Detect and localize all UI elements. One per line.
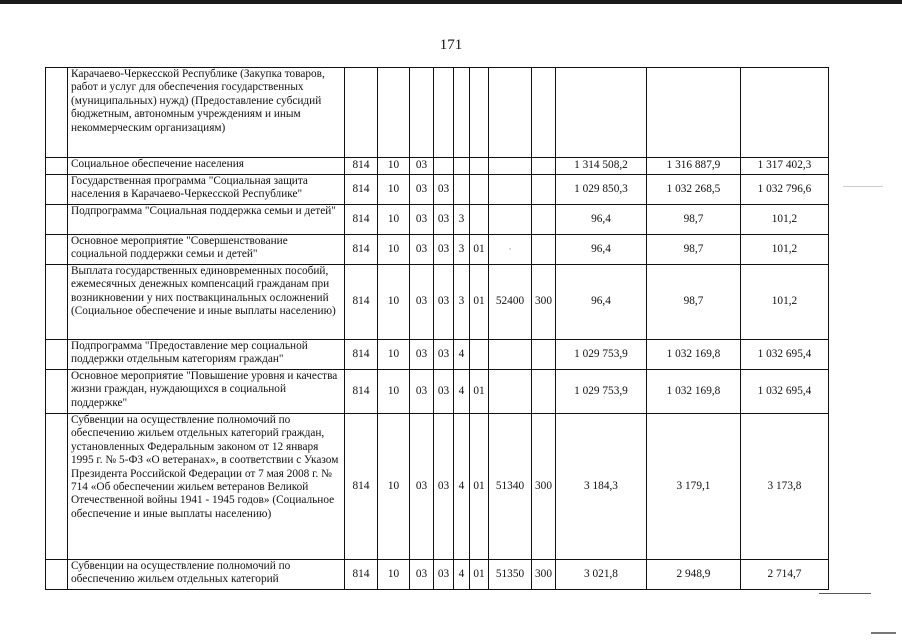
code-cell	[532, 370, 556, 414]
scan-mark-bottom	[871, 632, 896, 634]
code-cell: 10	[378, 340, 410, 370]
amount-cell: 1 314 508,2	[556, 158, 647, 175]
code-cell: 51340	[489, 414, 532, 560]
amount-cell: 1 032 695,4	[741, 370, 829, 414]
table-row	[46, 414, 829, 560]
code-cell: 4	[454, 414, 470, 560]
code-cell	[489, 175, 532, 205]
code-cell: ·	[489, 235, 532, 265]
table-row	[46, 68, 829, 158]
code-cell	[470, 175, 489, 205]
table-row	[46, 370, 829, 414]
code-cell: 814	[345, 340, 378, 370]
table-row	[46, 265, 829, 340]
amount-cell: 1 317 402,3	[741, 158, 829, 175]
amount-cell: 101,2	[741, 205, 829, 235]
code-cell	[345, 68, 378, 158]
code-cell	[532, 235, 556, 265]
code-cell: 03	[434, 235, 454, 265]
row-name: Социальное обеспечение населения	[68, 158, 345, 175]
code-cell: 4	[454, 370, 470, 414]
code-cell: 03	[410, 205, 434, 235]
code-cell	[454, 175, 470, 205]
amount-cell: 101,2	[741, 265, 829, 340]
code-cell: 300	[532, 265, 556, 340]
row-name: Государственная программа "Социальная защита населения в Карачаево-Черкесской Республике"	[68, 175, 345, 205]
row-margin-cell	[46, 560, 68, 590]
code-cell: 4	[454, 560, 470, 590]
code-cell: 03	[434, 340, 454, 370]
code-cell: 51350	[489, 560, 532, 590]
amount-cell: 98,7	[647, 205, 741, 235]
code-cell	[470, 68, 489, 158]
code-cell	[454, 158, 470, 175]
code-cell	[532, 175, 556, 205]
row-name: Субвенции на осуществление полномочий по обеспечению жильем отдельных категорий	[68, 560, 345, 590]
row-margin-cell	[46, 175, 68, 205]
code-cell	[489, 158, 532, 175]
amount-cell	[556, 68, 647, 158]
code-cell: 10	[378, 175, 410, 205]
code-cell: 814	[345, 175, 378, 205]
row-margin-cell	[46, 235, 68, 265]
code-cell: 300	[532, 414, 556, 560]
budget-table	[45, 67, 829, 590]
amount-cell: 2 948,9	[647, 560, 741, 590]
row-margin-cell	[46, 414, 68, 560]
amount-cell: 1 029 753,9	[556, 340, 647, 370]
amount-cell: 98,7	[647, 265, 741, 340]
code-cell: 3	[454, 205, 470, 235]
amount-cell: 1 032 169,8	[647, 370, 741, 414]
code-cell: 01	[470, 370, 489, 414]
code-cell: 03	[410, 370, 434, 414]
code-cell: 03	[434, 370, 454, 414]
code-cell: 03	[410, 175, 434, 205]
code-cell: 814	[345, 265, 378, 340]
scan-mark	[843, 186, 883, 187]
code-cell	[489, 205, 532, 235]
code-cell	[470, 340, 489, 370]
code-cell: 03	[410, 158, 434, 175]
code-cell	[489, 340, 532, 370]
table-row	[46, 560, 829, 590]
code-cell	[434, 158, 454, 175]
page-number: 171	[439, 37, 463, 53]
amount-cell: 96,4	[556, 205, 647, 235]
code-cell	[532, 205, 556, 235]
top-border	[0, 0, 902, 4]
code-cell: 10	[378, 235, 410, 265]
code-cell: 10	[378, 265, 410, 340]
code-cell: 03	[434, 205, 454, 235]
row-margin-cell	[46, 68, 68, 158]
table-row	[46, 340, 829, 370]
code-cell: 3	[454, 235, 470, 265]
code-cell	[470, 158, 489, 175]
code-cell: 03	[410, 560, 434, 590]
code-cell	[434, 68, 454, 158]
code-cell: 01	[470, 414, 489, 560]
code-cell: 300	[532, 560, 556, 590]
code-cell: 03	[434, 265, 454, 340]
row-margin-cell	[46, 265, 68, 340]
code-cell: 01	[470, 235, 489, 265]
code-cell: 52400	[489, 265, 532, 340]
row-name: Выплата государственных единовременных пособий, ежемесячных денежных компенсаций гражданам при возникновении у них поствакцинальных осложнений (Социальное обеспечение и иные выплаты населению)	[68, 265, 345, 340]
table-body	[46, 68, 829, 590]
code-cell: 10	[378, 560, 410, 590]
code-cell: 10	[378, 370, 410, 414]
amount-cell: 96,4	[556, 265, 647, 340]
code-cell: 03	[410, 235, 434, 265]
amount-cell: 101,2	[741, 235, 829, 265]
amount-cell: 3 021,8	[556, 560, 647, 590]
code-cell: 4	[454, 340, 470, 370]
code-cell	[410, 68, 434, 158]
code-cell: 10	[378, 414, 410, 560]
row-name: Основное мероприятие "Повышение уровня и качества жизни граждан, нуждающихся в социальной поддержке"	[68, 370, 345, 414]
code-cell: 10	[378, 158, 410, 175]
code-cell	[532, 158, 556, 175]
row-margin-cell	[46, 205, 68, 235]
amount-cell: 3 179,1	[647, 414, 741, 560]
row-name: Основное мероприятие "Совершенствование социальной поддержки семьи и детей"	[68, 235, 345, 265]
amount-cell: 3 173,8	[741, 414, 829, 560]
code-cell: 03	[410, 265, 434, 340]
bottom-rule	[819, 593, 871, 594]
row-name: Подпрограмма "Предоставление мер социальной поддержки отдельным категориям граждан"	[68, 340, 345, 370]
amount-cell: 1 032 695,4	[741, 340, 829, 370]
code-cell: 03	[434, 560, 454, 590]
code-cell: 814	[345, 414, 378, 560]
code-cell	[454, 68, 470, 158]
code-cell: 3	[454, 265, 470, 340]
table-row	[46, 175, 829, 205]
table-row	[46, 205, 829, 235]
code-cell: 814	[345, 370, 378, 414]
code-cell: 01	[470, 560, 489, 590]
row-margin-cell	[46, 370, 68, 414]
code-cell	[489, 370, 532, 414]
code-cell: 01	[470, 265, 489, 340]
code-cell	[470, 205, 489, 235]
amount-cell: 1 316 887,9	[647, 158, 741, 175]
code-cell: 814	[345, 158, 378, 175]
amount-cell	[741, 68, 829, 158]
code-cell: 03	[410, 340, 434, 370]
code-cell: 03	[434, 414, 454, 560]
amount-cell: 1 032 169,8	[647, 340, 741, 370]
row-name: Подпрограмма "Социальная поддержка семьи и детей"	[68, 205, 345, 235]
amount-cell: 1 032 796,6	[741, 175, 829, 205]
code-cell	[378, 68, 410, 158]
amount-cell: 1 029 850,3	[556, 175, 647, 205]
code-cell: 03	[434, 175, 454, 205]
amount-cell: 96,4	[556, 235, 647, 265]
code-cell	[489, 68, 532, 158]
code-cell: 10	[378, 205, 410, 235]
amount-cell: 1 032 268,5	[647, 175, 741, 205]
code-cell: 814	[345, 205, 378, 235]
table-row	[46, 158, 829, 175]
code-cell: 814	[345, 235, 378, 265]
code-cell: 03	[410, 414, 434, 560]
amount-cell: 2 714,7	[741, 560, 829, 590]
row-margin-cell	[46, 158, 68, 175]
row-margin-cell	[46, 340, 68, 370]
code-cell	[532, 340, 556, 370]
code-cell	[532, 68, 556, 158]
amount-cell: 3 184,3	[556, 414, 647, 560]
table-row	[46, 235, 829, 265]
row-name: Субвенции на осуществление полномочий по обеспечению жильем отдельных категорий граждан, установленных Федеральным законом от 12 января 1995 г. № 5-ФЗ «О ветеранах», в соответствии с Указом Президента Российской Федерации от 7 мая 2008 г. № 714 «Об обеспечении жильем ветеранов Великой Отечественной войны 1941 - 1945 годов» (Социальное обеспечение и иные выплаты населению)	[68, 414, 345, 560]
code-cell: 814	[345, 560, 378, 590]
amount-cell	[647, 68, 741, 158]
amount-cell: 1 029 753,9	[556, 370, 647, 414]
row-name: Карачаево-Черкесской Республике (Закупка товаров, работ и услуг для обеспечения государственных (муниципальных) нужд) (Предоставление субсидий бюджетным, автономным учреждениям и иным некоммерческим организациям)	[68, 68, 345, 158]
amount-cell: 98,7	[647, 235, 741, 265]
